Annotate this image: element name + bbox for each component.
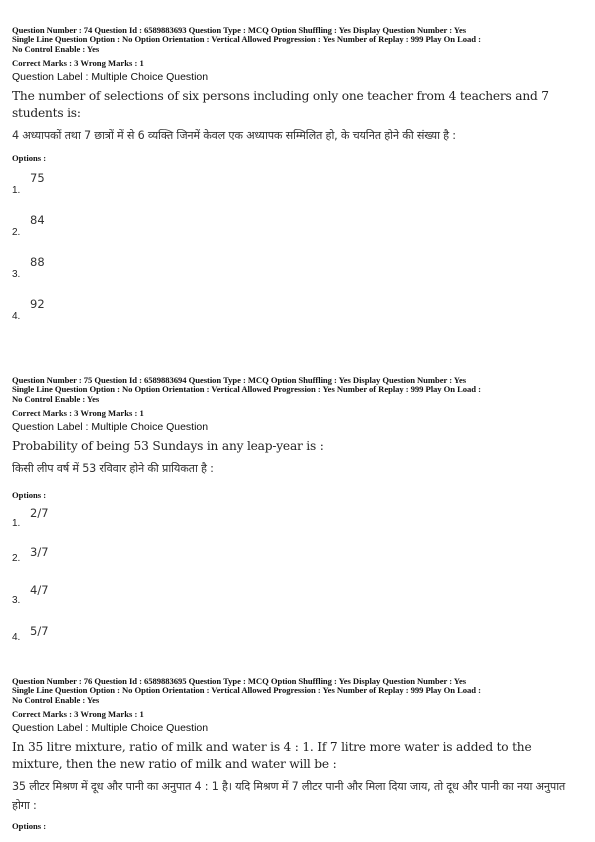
- question-meta: [12, 677, 584, 705]
- question-block-74: [12, 26, 584, 335]
- option-value: 3/7: [30, 545, 49, 560]
- option-number: 2.: [12, 553, 21, 565]
- option-item[interactable]: [12, 251, 584, 293]
- options-heading: Options :: [12, 153, 47, 164]
- option-number: 4.: [12, 632, 21, 644]
- question-text-english: In 35 litre mixture, ratio of milk and water is 4 : 1. If 7 litre more water is added to the mixture, then the new ratio of milk and water will be :: [12, 740, 532, 772]
- question-block-76: [12, 677, 584, 831]
- option-number: 4.: [12, 311, 21, 323]
- option-item[interactable]: [12, 167, 584, 209]
- question-meta: [12, 376, 584, 404]
- question-text-hindi: किसी लीप वर्ष में 53 रविवार होने की प्रायिकता है :: [12, 462, 214, 476]
- question-text-hindi: 35 लीटर मिश्रण में दूध और पानी का अनुपात 4 : 1 है। यदि मिश्रण में 7 लीटर पानी और मिला दिया जाय, तो दूध और पानी का नया अनुपात होगा :: [12, 780, 566, 813]
- question-label: Question Label : Multiple Choice Question: [12, 421, 209, 434]
- option-number: 2.: [12, 227, 21, 239]
- option-value: 5/7: [30, 624, 49, 639]
- meta-line: Single Line Question Option : No Option Orientation : Vertical Allowed Progression : Yes Number of Replay : 999 Play On Load :: [12, 685, 481, 696]
- option-value: 92: [30, 297, 45, 312]
- option-number: 1.: [12, 518, 21, 530]
- option-number: 3.: [12, 269, 21, 281]
- marks-line: Correct Marks : 3 Wrong Marks : 1: [12, 58, 144, 69]
- question-text-english: Probability of being 53 Sundays in any leap-year is :: [12, 439, 324, 454]
- meta-line: No Control Enable : Yes: [12, 43, 100, 54]
- question-meta: [12, 26, 584, 54]
- option-item[interactable]: [12, 209, 584, 251]
- question-block-75: [12, 376, 584, 670]
- options-heading: Options :: [12, 490, 47, 501]
- option-value: 4/7: [30, 583, 49, 598]
- question-label: Question Label : Multiple Choice Question: [12, 722, 209, 735]
- option-value: 84: [30, 213, 45, 228]
- question-label: Question Label : Multiple Choice Question: [12, 71, 209, 84]
- meta-line: No Control Enable : Yes: [12, 694, 100, 705]
- meta-line: No Control Enable : Yes: [12, 393, 100, 404]
- question-text-hindi: 4 अध्यापकों तथा 7 छात्रों में से 6 व्यक्ति जिनमें केवल एक अध्यापक सम्मिलित हो, के चयनित होने की संख्या है :: [12, 129, 456, 143]
- options-heading: Options :: [12, 821, 47, 832]
- option-value: 75: [30, 171, 45, 186]
- option-item[interactable]: [12, 624, 584, 670]
- option-value: 88: [30, 255, 45, 270]
- meta-line: Question Number : 76 Question Id : 6589883695 Question Type : MCQ Option Shuffling : Yes Display Question Number : Yes: [12, 676, 467, 686]
- question-text-english: The number of selections of six persons including only one teacher from 4 teachers and 7 students is:: [12, 89, 549, 121]
- option-item[interactable]: [12, 502, 584, 544]
- option-item[interactable]: [12, 293, 584, 335]
- meta-line: Single Line Question Option : No Option Orientation : Vertical Allowed Progression : Yes Number of Replay : 999 Play On Load :: [12, 34, 481, 45]
- option-value: 2/7: [30, 506, 49, 521]
- meta-line: Single Line Question Option : No Option Orientation : Vertical Allowed Progression : Yes Number of Replay : 999 Play On Load :: [12, 384, 481, 395]
- marks-line: Correct Marks : 3 Wrong Marks : 1: [12, 408, 144, 419]
- meta-line: Question Number : 74 Question Id : 6589883693 Question Type : MCQ Option Shuffling : Yes Display Question Number : Yes: [12, 25, 467, 35]
- option-item[interactable]: [12, 583, 584, 628]
- meta-line: Question Number : 75 Question Id : 6589883694 Question Type : MCQ Option Shuffling : Yes Display Question Number : Yes: [12, 375, 467, 385]
- option-item[interactable]: [12, 544, 584, 586]
- marks-line: Correct Marks : 3 Wrong Marks : 1: [12, 709, 144, 720]
- option-number: 1.: [12, 185, 21, 197]
- option-number: 3.: [12, 595, 21, 607]
